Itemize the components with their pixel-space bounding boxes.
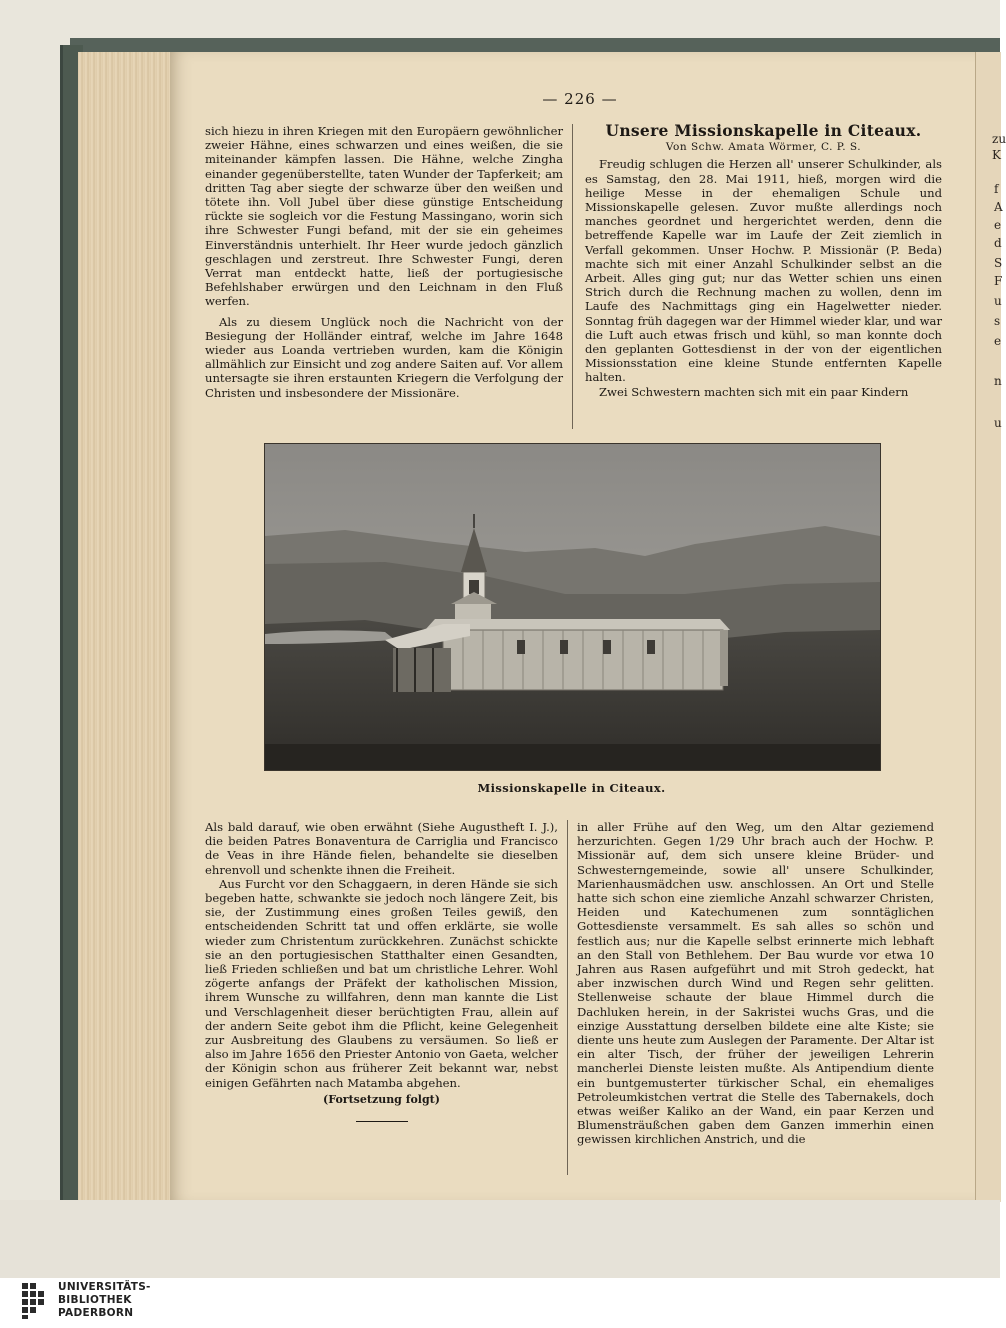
- column-divider: [567, 820, 568, 1175]
- fragment-text: u: [994, 294, 1002, 308]
- paragraph: sich hiezu in ihren Kriegen mit den Europäern gewöhnlicher zweier Hähne, eines schwarzen und eines weißen, die sie miteinander kämpfen lassen. Die Hähne, welche Zingha einander gegenüberstellte, taten Wunder der Tapferkeit; am dritten Tag aber siegte der schwarze über den weißen und tötete ihn. Voll Jubel über diese günstige Entscheidung rückte sie sogleich vor die Festung Massingano, worin sich ihre Schwester Fungi befand, mit der sie ein geheimes Einverständnis unterhielt. Ihr Heer wurde jedoch gänzlich geschlagen und zerstreut. Ihre Schwester Fungi, deren Verrat man entdeckt hatte, ließ der portugiesische Befehlshaber erwürgen und den Leichnam in den Fluß werfen.: [205, 124, 563, 309]
- fragment-text: e: [994, 218, 1002, 232]
- article-column: [585, 121, 942, 399]
- column-bottom-left: [205, 820, 558, 1122]
- fragment-text: A: [994, 200, 1003, 214]
- column-divider: [572, 124, 573, 429]
- column-bottom-right: [577, 820, 934, 1147]
- continued-note: (Fortsetzung folgt): [323, 1092, 440, 1106]
- fragment-text: K: [992, 148, 1001, 162]
- library-logo-icon: [20, 1281, 52, 1321]
- paragraph: Freudig schlugen die Herzen all' unserer Schulkinder, als es Samstag, den 28. Mai 1911, hieß, morgen wird die heilige Messe in der ehemaligen Schule und Missionskapelle gelesen. Zuvor mußte allerdings noch manches geordnet und hergerichtet werden, denn die betreffende Kapelle war im Laufe der Zeit ziemlich in Verfall gekommen. Unser Hochw. P. Missionär (P. Beda) machte sich mit einer Anzahl Schulkinder selbst an die Arbeit. Alles ging gut; nur das Wetter schien uns einen Strich durch die Rechnung machen zu wollen, denn im Laufe des Nachmittags ging ein Hagelwetter nieder. Sonntag früh dagegen war der Himmel wieder klar, und war die Luft auch etwas frisch und kühl, so man konnte doch den geplanten Gottesdienst in der von der eigentlichen Missionsstation eine kleine Stunde entfernten Kapelle halten.: [585, 157, 942, 385]
- book-cover-top: [70, 38, 1000, 52]
- library-name: [58, 1281, 151, 1320]
- paragraph: Als bald darauf, wie oben erwähnt (Siehe Augustheft I. J.), die beiden Patres Bonaventura de Carriglia und Francisco de Veas in ihre Hände fielen, behandelte sie dieselben ehrenvoll und schenkte ihnen die Freiheit.: [205, 820, 558, 877]
- fragment-text: n: [994, 374, 1002, 388]
- page-edges: [78, 52, 170, 1202]
- fragment-text: e: [994, 334, 1002, 348]
- paragraph: Zwei Schwestern machten sich mit ein paar Kindern: [599, 384, 909, 399]
- fragment-text: F: [994, 274, 1003, 288]
- end-rule: [356, 1121, 408, 1122]
- library-logo: [20, 1281, 200, 1321]
- scan-bottom-margin: [0, 1200, 1000, 1278]
- paragraph: Als zu diesem Unglück noch die Nachricht von der Besiegung der Holländer eintraf, welche im Jahre 1648 wieder aus Loanda vertrieben wurden, kam die Königin allmählich zur Einsicht und zog andere Saiten auf. Vor allem untersagte sie ihren erstaunten Kriegern die Verfolgung der Christen und insbesondere der Missionäre.: [205, 314, 563, 400]
- article-title: Unsere Missionskapelle in Citeaux.: [605, 121, 922, 140]
- chapel-illustration: [265, 444, 880, 770]
- fragment-text: u: [994, 416, 1002, 430]
- facing-page-fragment: [975, 52, 1006, 1202]
- page-number: — 226 —: [542, 90, 618, 108]
- library-name-line: BIBLIOTHEK: [58, 1294, 132, 1306]
- paragraph: Aus Furcht vor den Schaggaern, in deren Hände sie sich begeben hatte, schwankte sie jedoch noch längere Zeit, bis sie, der Zustimmung eines großen Teiles gewiß, den entscheidenden Schritt tat und offen erklärte, sie wolle wieder zum Christentum zurückkehren. Zunächst schickte sie an den portugiesischen Statthalter einen Gesandten, ließ Frieden schließen und bat um christliche Lehrer. Wohl zögerte anfangs der Präfekt der katholischen Mission, ihrem Wunsche zu willfahren, denn man kannte die List und Verschlagenheit dieser berüchtigten Frau, allein auf der andern Seite gebot ihm die Pflicht, keine Gelegenheit zur Ausbreitung des Glaubens zu versäumen. So ließ er also im Jahre 1656 den Priester Antonio von Gaeta, welcher der Königin schon aus früherer Zeit bekannt war, nebst einigen Gefährten nach Matamba abgehen.: [205, 876, 558, 1090]
- fragment-text: s: [994, 314, 1001, 328]
- fragment-text: d: [994, 236, 1002, 250]
- column-top-left: [205, 124, 563, 400]
- fragment-text: f: [994, 182, 999, 196]
- fragment-text: zu: [992, 132, 1006, 146]
- paragraph: in aller Frühe auf den Weg, um den Altar geziemend herzurichten. Gegen 1/29 Uhr brach auch der Hochw. P. Missionär auf, dem sich unsere kleine Brüder- und Schwesterngemeinde, sowie all' unsere Schulkinder, Marienhausmädchen usw. anschlossen. An Ort und Stelle hatte sich schon eine ziemliche Anzahl schwarzer Christen, Heiden und Katechumenen zum sonntäglichen Gottesdienste versammelt. Es sah alles so schön und festlich aus; nur die Kapelle selbst erinnerte mich lebhaft an den Stall von Bethlehem. Der Bau wurde vor etwa 10 Jahren aus Rasen aufgeführt und mit Stroh gedeckt, hat aber inzwischen durch Wind und Regen sehr gelitten. Stellenweise schaute der blaue Himmel durch die Dachluken herein, in der Sakristei wuchs Gras, und die einzige Ausstattung derselben bildete eine alte Kiste; sie diente uns heute zum Auslegen der Paramente. Der Altar ist ein alter Tisch, der früher der jeweiligen Lehrerin mancherlei Dienste leisten mußte. Als Antipendium diente ein buntgemusterter türkischer Schal, ein ehemaliges Petroleumkistchen vertrat die Stelle des Tabernakels, doch etwas weißer Kaliko an der Wand, ein paar Kerzen und Blumensträußchen gaben dem Ganzen immerhin einen gewissen kirchlichen Anstrich, und die: [577, 820, 934, 1147]
- library-name-line: PADERBORN: [58, 1307, 134, 1319]
- photo-caption: Missionskapelle in Citeaux.: [477, 781, 666, 795]
- article-author: Von Schw. Amata Wörmer, C. P. S.: [665, 141, 862, 154]
- library-name-line: UNIVERSITÄTS-: [58, 1281, 151, 1293]
- fragment-text: S: [994, 256, 1003, 270]
- chapel-photograph: [264, 443, 881, 771]
